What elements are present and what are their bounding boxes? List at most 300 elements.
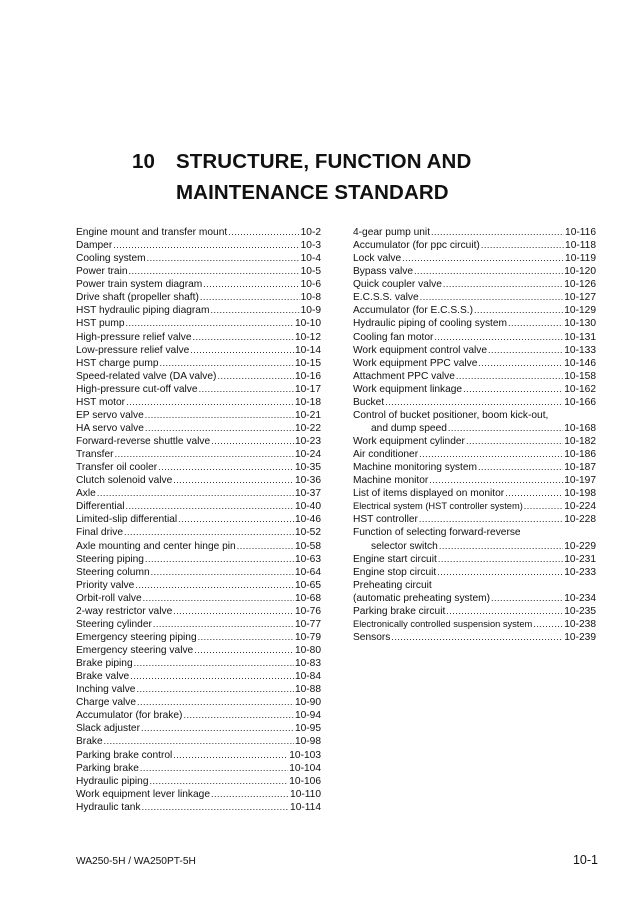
toc-entry[interactable]	[353, 605, 596, 618]
toc-entry-title: Limited-slip differential	[76, 514, 178, 526]
toc-entry[interactable]	[76, 317, 321, 330]
toc-entry-title: Hydraulic piping	[76, 775, 149, 787]
toc-heading-line: Control of bucket positioner, boom kick-out,	[353, 409, 549, 421]
dot-leader	[173, 605, 294, 618]
dot-leader	[135, 579, 294, 592]
toc-entry[interactable]	[76, 239, 321, 252]
toc-entry[interactable]	[76, 383, 321, 396]
toc-entry-title: Machine monitoring system	[353, 462, 477, 474]
toc-entry-title: Parking brake	[76, 762, 139, 774]
toc-entry-title: Speed-related valve (DA valve)	[76, 370, 217, 382]
toc-entry-page: 10-187	[564, 462, 596, 474]
toc-entry-title: Low-pressure relief valve	[76, 344, 190, 356]
toc-entry-title: Machine monitor	[353, 475, 429, 487]
toc-entry[interactable]	[353, 592, 596, 605]
toc-entry-page: 10-52	[294, 527, 321, 539]
toc-entry[interactable]	[353, 304, 596, 317]
dot-leader	[391, 631, 563, 644]
footer-model: WA250-5H / WA250PT-5H	[76, 856, 196, 867]
toc-entry[interactable]	[353, 291, 596, 304]
toc-entry-page: 10-23	[294, 436, 321, 447]
toc-entry-title: Brake	[76, 736, 103, 748]
toc-entry[interactable]	[353, 461, 596, 474]
toc-entry-title: Differential	[76, 501, 125, 513]
toc-entry[interactable]	[353, 474, 596, 487]
toc-entry[interactable]	[76, 435, 321, 448]
toc-entry-title: Axle mounting and center hinge pin	[76, 540, 236, 552]
toc-entry[interactable]	[353, 383, 596, 396]
toc-entry-title: Engine stop circuit	[353, 566, 437, 578]
toc-entry-title: Accumulator (for E.C.S.S.)	[353, 305, 474, 317]
toc-heading-line: Function of selecting forward-reverse	[353, 527, 521, 539]
toc-entry-title: Brake piping	[76, 658, 133, 670]
toc-entry-title: Slack adjuster	[76, 723, 140, 735]
toc-entry[interactable]	[76, 500, 321, 513]
toc-entry-page: 10-16	[294, 370, 321, 382]
toc-entry-page: 10-229	[564, 540, 596, 552]
toc-entry[interactable]	[76, 788, 321, 801]
toc-entry[interactable]	[353, 265, 596, 278]
toc-entry-title: Emergency steering piping	[76, 631, 197, 643]
toc-entry-page: 10-131	[564, 331, 596, 343]
toc-entry-page: 10-88	[294, 684, 321, 696]
toc-entry[interactable]	[76, 526, 321, 539]
toc-entry[interactable]	[76, 553, 321, 566]
toc-entry-page: 10-126	[564, 279, 596, 291]
toc-entry[interactable]	[353, 487, 596, 500]
dot-leader	[434, 331, 563, 344]
dot-leader	[463, 383, 563, 396]
toc-entry-title: Damper	[76, 240, 113, 252]
toc-entry[interactable]	[76, 474, 321, 487]
dot-leader	[429, 474, 563, 487]
dot-leader	[533, 618, 563, 631]
dot-leader	[237, 540, 294, 553]
dot-leader	[211, 788, 289, 801]
toc-heading-line: Preheating circuit	[353, 579, 432, 591]
dot-leader	[431, 226, 564, 239]
toc-entry[interactable]	[76, 357, 321, 370]
toc-entry-page: 10-186	[564, 449, 596, 461]
dot-leader	[129, 265, 300, 278]
dot-leader	[228, 226, 299, 239]
dot-leader	[466, 435, 563, 448]
toc-entry-page: 10-63	[294, 553, 321, 565]
dot-leader	[448, 422, 563, 435]
toc-entry-title: Quick coupler valve	[353, 279, 442, 291]
toc-entry[interactable]	[353, 396, 596, 409]
dot-leader	[142, 801, 289, 814]
toc-entry-title: Engine mount and transfer mount	[76, 227, 228, 238]
dot-leader	[126, 396, 294, 409]
dot-leader	[217, 370, 294, 383]
toc-entry[interactable]	[76, 487, 321, 500]
toc-entry-title: 4-gear pump unit	[353, 227, 431, 238]
toc-entry[interactable]	[76, 722, 321, 735]
dot-leader	[183, 709, 294, 722]
toc-entry[interactable]	[76, 291, 321, 304]
dot-leader	[151, 566, 294, 579]
toc-entry-page: 10-118	[565, 240, 596, 252]
toc-entry-page: 10-10	[294, 318, 321, 330]
toc-entry[interactable]	[76, 644, 321, 657]
toc-entry[interactable]	[76, 657, 321, 670]
dot-leader	[113, 239, 299, 252]
toc-entry-page: 10-103	[289, 749, 321, 761]
toc-entry-page: 10-5	[300, 266, 321, 278]
toc-entry-page: 10-40	[294, 501, 321, 513]
toc-entry-page: 10-239	[564, 631, 596, 643]
dot-leader	[126, 317, 294, 330]
toc-entry[interactable]	[353, 435, 596, 448]
toc-entry-page: 10-37	[294, 488, 321, 500]
toc-entry-title: Steering piping	[76, 553, 144, 565]
toc-entry[interactable]	[353, 344, 596, 357]
toc-entry[interactable]	[76, 226, 321, 239]
toc-entry-title: HST pump	[76, 318, 125, 330]
toc-entry-title: Bypass valve	[353, 266, 414, 278]
toc-entry[interactable]	[76, 605, 321, 618]
toc-entry-page: 10-15	[294, 357, 321, 369]
chapter-title-line-2: MAINTENANCE STANDARD	[176, 181, 449, 204]
toc-entry-title: Accumulator (for brake)	[76, 710, 183, 722]
toc-entry[interactable]	[76, 409, 321, 422]
toc-entry-title: Power train	[76, 266, 128, 278]
toc-entry-page: 10-129	[564, 305, 596, 317]
toc-entry-title: List of items displayed on monitor	[353, 488, 505, 500]
toc-entry[interactable]	[353, 239, 596, 252]
toc-entry[interactable]	[76, 566, 321, 579]
toc-entry-title: EP servo valve	[76, 409, 144, 421]
toc-entry-page: 10-35	[294, 462, 321, 474]
toc-entry-title: Transfer oil cooler	[76, 462, 158, 474]
dot-leader	[210, 304, 299, 317]
toc-entry-page: 10-4	[300, 253, 321, 265]
toc-entry-title: HST hydraulic piping diagram	[76, 305, 210, 317]
dot-leader	[124, 526, 294, 539]
toc-entry-title: Steering cylinder	[76, 618, 152, 630]
chapter-title-line-1: STRUCTURE, FUNCTION AND	[176, 150, 472, 173]
dot-leader	[194, 644, 294, 657]
toc-entry[interactable]	[76, 579, 321, 592]
toc-entry[interactable]	[76, 304, 321, 317]
toc-entry-title: Power train system diagram	[76, 279, 203, 291]
toc-entry-title: Work equipment PPC valve	[353, 357, 478, 369]
toc-entry-page: 10-80	[294, 645, 321, 656]
toc-entry-title: Bucket	[353, 396, 385, 408]
toc-entry-page: 10-2	[300, 227, 321, 238]
dot-leader	[438, 553, 563, 566]
toc-entry-page: 10-3	[300, 240, 321, 252]
toc-entry-page: 10-6	[300, 279, 321, 291]
toc-entry-title: Accumulator (for ppc circuit)	[353, 240, 480, 252]
toc-entry[interactable]	[76, 775, 321, 788]
dot-leader	[446, 605, 563, 618]
toc-entry-title: Emergency steering valve	[76, 645, 194, 656]
toc-entry-page: 10-168	[564, 422, 596, 434]
toc-entry-title: Electrical system (HST controller system)	[353, 501, 523, 512]
dot-leader	[193, 331, 294, 344]
toc-entry-page: 10-238	[564, 618, 596, 630]
toc-entry[interactable]	[76, 344, 321, 357]
dot-leader	[190, 344, 294, 357]
toc-entry[interactable]	[76, 370, 321, 383]
toc-entry[interactable]	[353, 331, 596, 344]
toc-entry-title: Air conditioner	[353, 449, 419, 461]
toc-entry-page: 10-166	[564, 396, 596, 408]
toc-entry[interactable]	[353, 357, 596, 370]
toc-entry-page: 10-83	[294, 658, 321, 670]
dot-leader	[104, 735, 294, 748]
toc-entry[interactable]	[353, 448, 596, 461]
dot-leader	[419, 513, 563, 526]
toc-entry-page: 10-130	[564, 318, 596, 330]
toc-entry-page: 10-84	[294, 671, 321, 683]
toc-entry-page: 10-21	[294, 409, 321, 421]
toc-entry-page: 10-234	[564, 592, 596, 604]
dot-leader	[439, 540, 563, 553]
dot-leader	[437, 566, 563, 579]
toc-entry[interactable]	[353, 252, 596, 265]
dot-leader	[130, 670, 294, 683]
dot-leader	[173, 474, 294, 487]
toc-entry-page: 10-158	[564, 370, 596, 382]
dot-leader	[524, 500, 563, 513]
dot-leader	[199, 383, 294, 396]
dot-leader	[160, 357, 294, 370]
toc-entry[interactable]	[76, 448, 321, 461]
toc-entry-title: Cooling system	[76, 253, 146, 265]
dot-leader	[419, 448, 563, 461]
toc-entry[interactable]	[76, 540, 321, 553]
toc-entry-title: Lock valve	[353, 253, 402, 265]
toc-entry[interactable]	[76, 461, 321, 474]
toc-left-column	[76, 226, 321, 814]
toc-entry-page: 10-110	[290, 788, 321, 800]
toc-entry-page: 10-36	[294, 475, 321, 487]
toc-entry-title: Sensors	[353, 631, 391, 643]
toc-entry-page: 10-224	[564, 501, 596, 513]
toc-entry-page: 10-162	[564, 383, 596, 395]
toc-entry-page: 10-68	[294, 592, 321, 604]
dot-leader	[491, 592, 563, 605]
toc-entry[interactable]	[76, 735, 321, 748]
toc-entry[interactable]	[76, 670, 321, 683]
toc-entry-title: Hydraulic tank	[76, 801, 141, 813]
dot-leader	[126, 500, 294, 513]
toc-entry[interactable]	[76, 592, 321, 605]
toc-entry-page: 10-14	[294, 344, 321, 356]
dot-leader	[97, 487, 294, 500]
toc-entry-title: Engine start circuit	[353, 553, 437, 565]
toc-entry-page: 10-24	[294, 449, 321, 461]
toc-entry-title: Orbit-roll valve	[76, 592, 142, 604]
toc-entry[interactable]	[76, 801, 321, 814]
toc-entry-page: 10-46	[294, 514, 321, 526]
dot-leader	[158, 461, 294, 474]
toc-entry-title: 2-way restrictor valve	[76, 605, 173, 617]
toc-entry-title: Work equipment cylinder	[353, 436, 465, 447]
toc-entry[interactable]	[76, 331, 321, 344]
dot-leader	[145, 553, 294, 566]
toc-entry-page: 10-106	[289, 775, 321, 787]
toc-entry-page: 10-114	[290, 801, 321, 813]
chapter-number: 10	[132, 150, 156, 173]
dot-leader	[153, 618, 294, 631]
dot-leader	[145, 422, 294, 435]
toc-entry[interactable]	[353, 317, 596, 330]
toc-entry-title: Parking brake control	[76, 749, 173, 761]
toc-entry[interactable]	[353, 513, 596, 526]
dot-leader	[141, 722, 294, 735]
toc-entry-title: Brake valve	[76, 671, 130, 683]
toc-entry-page: 10-95	[294, 723, 321, 735]
toc-entry-title: Charge valve	[76, 697, 137, 709]
dot-leader	[508, 317, 563, 330]
toc-entry[interactable]	[353, 566, 596, 579]
toc-entry[interactable]	[76, 696, 321, 709]
toc-entry-page: 10-133	[564, 344, 596, 356]
toc-entry-title: Work equipment control valve	[353, 344, 488, 356]
toc-entry-page: 10-119	[565, 253, 596, 265]
toc-entry-page: 10-8	[300, 292, 321, 304]
toc-entry-page: 10-58	[294, 540, 321, 552]
dot-leader	[456, 370, 563, 383]
dot-leader	[478, 461, 563, 474]
toc-entry-page: 10-9	[300, 305, 321, 317]
toc-entry-page: 10-65	[294, 579, 321, 591]
toc-entry-title: HST motor	[76, 396, 126, 408]
toc-entry-page: 10-231	[564, 553, 596, 565]
toc-entry[interactable]	[76, 513, 321, 526]
toc-entry-page: 10-94	[294, 710, 321, 722]
toc-entry[interactable]	[76, 749, 321, 762]
dot-leader	[149, 775, 288, 788]
dot-leader	[178, 513, 294, 526]
toc-entry-page: 10-182	[564, 436, 596, 447]
toc-entry-title: and dump speed	[371, 422, 447, 434]
toc-entry[interactable]	[353, 631, 596, 644]
toc-entry[interactable]	[353, 278, 596, 291]
toc-entry-title: Transfer	[76, 449, 114, 461]
dot-leader	[488, 344, 563, 357]
toc-entry-page: 10-198	[564, 488, 596, 500]
dot-leader	[211, 435, 294, 448]
toc-entry-page: 10-197	[564, 475, 596, 487]
toc-entry[interactable]	[76, 683, 321, 696]
toc-entry-title: E.C.S.S. valve	[353, 292, 419, 304]
toc-entry[interactable]	[353, 370, 596, 383]
toc-entry-title: Final drive	[76, 527, 123, 539]
toc-entry-title: Hydraulic piping of cooling system	[353, 318, 508, 330]
toc-entry[interactable]	[353, 226, 596, 239]
toc-entry-page: 10-235	[564, 605, 596, 617]
toc-right-column	[353, 226, 596, 644]
footer-page-number: 10-1	[572, 853, 598, 867]
dot-leader	[198, 631, 294, 644]
toc-entry-title: Work equipment lever linkage	[76, 788, 211, 800]
dot-leader	[147, 252, 300, 265]
toc-entry[interactable]	[353, 553, 596, 566]
toc-entry-page: 10-77	[294, 618, 321, 630]
toc-entry-page: 10-12	[294, 331, 321, 343]
toc-entry-title: HA servo valve	[76, 422, 144, 434]
toc-entry-page: 10-90	[294, 697, 321, 709]
toc-entry-page: 10-127	[564, 292, 596, 304]
toc-entry-title: Work equipment linkage	[353, 383, 463, 395]
dot-leader	[115, 448, 294, 461]
toc-entry-title: (automatic preheating system)	[353, 592, 491, 604]
toc-entry[interactable]	[353, 618, 596, 631]
toc-entry[interactable]	[76, 709, 321, 722]
dot-leader	[414, 265, 563, 278]
toc-entry-page: 10-64	[294, 566, 321, 578]
toc-entry-page: 10-76	[294, 605, 321, 617]
toc-entry-title: Drive shaft (propeller shaft)	[76, 292, 199, 304]
toc-entry-title: HST controller	[353, 514, 418, 526]
toc-entry-title: High-pressure cut-off valve	[76, 383, 198, 395]
toc-entry[interactable]	[76, 252, 321, 265]
toc-entry-title: Forward-reverse shuttle valve	[76, 436, 211, 447]
toc-entry-page: 10-17	[294, 383, 321, 395]
dot-leader	[481, 239, 564, 252]
toc-entry-page: 10-22	[294, 422, 321, 434]
toc-entry[interactable]	[353, 540, 596, 553]
toc-entry-page: 10-98	[294, 736, 321, 748]
toc-entry[interactable]	[76, 618, 321, 631]
dot-leader	[137, 696, 294, 709]
dot-leader	[505, 487, 563, 500]
toc-entry[interactable]	[76, 278, 321, 291]
dot-leader	[203, 278, 299, 291]
toc-entry-page: 10-104	[289, 762, 321, 774]
toc-entry-title: selector switch	[371, 540, 438, 552]
toc-entry-title: Electronically controlled suspension system	[353, 618, 533, 629]
toc-entry-page: 10-228	[564, 514, 596, 526]
toc-entry-page: 10-233	[564, 566, 596, 578]
toc-entry[interactable]	[76, 762, 321, 775]
toc-entry[interactable]	[76, 631, 321, 644]
toc-entry[interactable]	[76, 265, 321, 278]
toc-entry[interactable]	[76, 396, 321, 409]
toc-entry-page: 10-120	[564, 266, 596, 278]
dot-leader	[474, 304, 563, 317]
toc-entry[interactable]	[353, 422, 596, 435]
dot-leader	[140, 762, 288, 775]
toc-entry-title: Axle	[76, 488, 96, 500]
toc-entry-title: Clutch solenoid valve	[76, 475, 173, 487]
toc-entry-title: Steering column	[76, 566, 150, 578]
toc-entry[interactable]	[76, 422, 321, 435]
toc-entry-title: Priority valve	[76, 579, 135, 591]
toc-entry-title: High-pressure relief valve	[76, 331, 192, 343]
dot-leader	[443, 278, 563, 291]
dot-leader	[136, 683, 293, 696]
chapter-heading	[132, 146, 572, 208]
toc-entry-page: 10-79	[294, 631, 321, 643]
toc-entry-title: Attachment PPC valve	[353, 370, 455, 382]
toc-entry-title: Cooling fan motor	[353, 331, 434, 343]
toc-entry[interactable]	[353, 500, 596, 513]
toc-entry-page: 10-146	[564, 357, 596, 369]
toc-entry-title: Parking brake circuit	[353, 605, 446, 617]
dot-leader	[134, 657, 294, 670]
dot-leader	[478, 357, 563, 370]
dot-leader	[145, 409, 294, 422]
toc-entry-title: HST charge pump	[76, 357, 159, 369]
dot-leader	[385, 396, 563, 409]
dot-leader	[402, 252, 564, 265]
